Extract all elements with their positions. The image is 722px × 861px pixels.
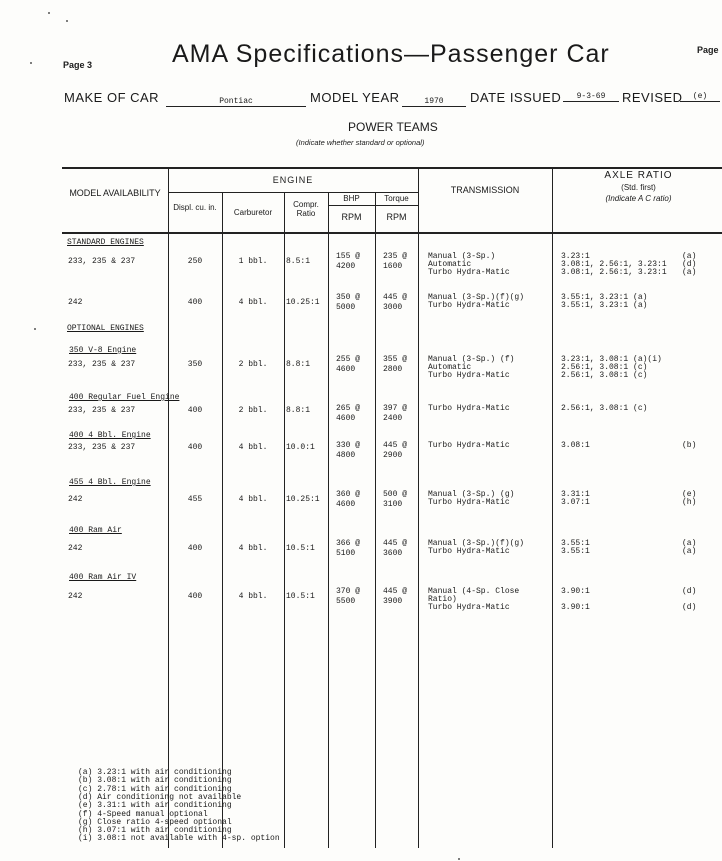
axle-ratio-cell: 3.08:1, 2.56:1, 3.23:1 [561, 260, 667, 269]
col-carb: Carburetor [233, 208, 273, 217]
transmission-cell: Turbo Hydra-Matic [428, 301, 510, 310]
page-number-left: Page 3 [63, 60, 93, 70]
axle-note-cell: (h) [682, 498, 697, 507]
bhp-rpm-cell: 4800 [336, 451, 356, 460]
bhp-cell: 155 @ [336, 252, 361, 261]
transmission-cell: Turbo Hydra-Matic [428, 371, 510, 380]
displacement-cell: 350 [187, 360, 203, 369]
transmission-cell: Turbo Hydra-Matic [428, 268, 510, 277]
axle-note-cell: (d) [682, 260, 697, 269]
torque-rpm-cell: 3000 [383, 303, 403, 312]
carburetor-cell: 2 bbl. [238, 360, 268, 369]
compression-cell: 8.5:1 [286, 257, 311, 266]
col-engine: ENGINE [272, 175, 314, 185]
engine-group-heading: 455 4 Bbl. Engine [69, 478, 151, 487]
engine-group-heading: 400 4 Bbl. Engine [69, 431, 151, 440]
col-divider [222, 192, 223, 848]
axle-note-cell: (a) [682, 539, 697, 548]
engine-group-heading: 400 Ram Air IV [69, 573, 137, 582]
model-cell: 233, 235 & 237 [68, 443, 136, 452]
bhp-rpm-cell: 4600 [336, 365, 356, 374]
axle-ratio-cell: 3.07:1 [561, 498, 590, 507]
transmission-cell: Manual (4-Sp. Close [428, 587, 520, 596]
scan-speck [30, 62, 32, 64]
bhp-rpm-cell: 5100 [336, 549, 356, 558]
model-cell: 233, 235 & 237 [68, 406, 136, 415]
engine-group-heading: 400 Regular Fuel Engine [69, 393, 180, 402]
model-cell: 242 [68, 298, 83, 307]
carburetor-cell: 4 bbl. [238, 443, 268, 452]
footnote: (f) 4-Speed manual optional [78, 809, 208, 819]
carburetor-cell: 2 bbl. [238, 406, 268, 415]
torque-rpm-cell: 2400 [383, 414, 403, 423]
col-divider [328, 192, 329, 848]
compression-cell: 10.25:1 [286, 495, 320, 504]
torque-rpm-cell: 2800 [383, 365, 403, 374]
torque-rpm-cell: 2900 [383, 451, 403, 460]
axle-ratio-cell: 3.90:1 [561, 603, 590, 612]
axle-ratio-cell: 3.55:1, 3.23:1 (a) [561, 293, 648, 302]
bhp-cell: 366 @ [336, 539, 361, 548]
bhp-rpm-cell: 4600 [336, 414, 356, 423]
section-title: POWER TEAMS [348, 120, 438, 134]
compression-cell: 10.0:1 [286, 443, 315, 452]
table-top-rule [62, 167, 722, 169]
model-cell: 233, 235 & 237 [68, 360, 136, 369]
col-divider [168, 168, 169, 848]
transmission-cell: Manual (3-Sp.)(f)(g) [428, 293, 525, 302]
axle-note-cell: (a) [682, 268, 697, 277]
col-model: MODEL AVAILABILITY [69, 188, 161, 198]
axle-ratio-cell: 3.90:1 [561, 587, 590, 596]
transmission-cell: Turbo Hydra-Matic [428, 404, 510, 413]
displacement-cell: 250 [187, 257, 203, 266]
scan-speck [34, 328, 36, 330]
torque-rpm-cell: 3600 [383, 549, 403, 558]
model-year-label: MODEL YEAR [310, 90, 400, 105]
col-torque: Torque [384, 194, 409, 203]
axle-note-cell: (b) [682, 441, 697, 450]
compression-cell: 10.25:1 [286, 298, 320, 307]
transmission-cell: Turbo Hydra-Matic [428, 547, 510, 556]
torque-cell: 500 @ [383, 490, 408, 499]
col-divider [284, 192, 285, 848]
transmission-cell: Turbo Hydra-Matic [428, 603, 510, 612]
axle-note-cell: (d) [682, 587, 697, 596]
carburetor-cell: 4 bbl. [238, 544, 268, 553]
axle-ratio-cell: 3.08:1, 2.56:1, 3.23:1 [561, 268, 667, 277]
compression-cell: 10.5:1 [286, 544, 315, 553]
torque-rpm-cell: 3900 [383, 597, 403, 606]
section-subtitle: (Indicate whether standard or optional) [296, 138, 425, 147]
axle-ratio-cell: 3.55:1 [561, 547, 590, 556]
transmission-cell: Manual (3-Sp.) (g) [428, 490, 515, 499]
col-axle: AXLE RATIO [604, 170, 673, 181]
transmission-cell: Automatic [428, 260, 472, 269]
axle-note-cell: (d) [682, 603, 697, 612]
date-issued-label: DATE ISSUED [470, 90, 562, 105]
col-divider [552, 168, 553, 848]
transmission-cell: Manual (3-Sp.)(f)(g) [428, 539, 525, 548]
carburetor-cell: 4 bbl. [238, 592, 268, 601]
torque-cell: 445 @ [383, 441, 408, 450]
footnote: (i) 3.08:1 not available with 4-sp. option [78, 834, 280, 844]
axle-note-cell: (a) [682, 547, 697, 556]
axle-ratio-cell: 2.56:1, 3.08:1 (c) [561, 404, 648, 413]
axle-note-cell: (e) [682, 490, 697, 499]
transmission-cell: Manual (3-Sp.) [428, 252, 496, 261]
axle-ratio-cell: 2.56:1, 3.08:1 (c) [561, 363, 648, 372]
model-cell: 242 [68, 544, 83, 553]
bhp-cell: 370 @ [336, 587, 361, 596]
carburetor-cell: 4 bbl. [238, 298, 268, 307]
displacement-cell: 455 [187, 495, 203, 504]
col-axle-sub2: (Indicate A C ratio) [605, 194, 672, 203]
model-cell: 242 [68, 592, 83, 601]
torque-rpm-cell: 3100 [383, 500, 403, 509]
carburetor-cell: 1 bbl. [238, 257, 268, 266]
col-rpm-bhp: RPM [341, 212, 362, 222]
transmission-cell: Ratio) [428, 595, 457, 604]
col-rpm-torque: RPM [386, 212, 407, 222]
torque-cell: 445 @ [383, 293, 408, 302]
col-axle-sub1: (Std. first) [621, 183, 656, 192]
footnote: (a) 3.23:1 with air conditioning [78, 768, 232, 777]
footnote: (e) 3.31:1 with air conditioning [78, 801, 232, 811]
scan-speck [48, 12, 50, 14]
torque-cell: 235 @ [383, 252, 408, 261]
axle-ratio-cell: 3.23:1, 3.08:1 (a)(i) [561, 355, 662, 364]
rpm-rule [328, 205, 418, 206]
transmission-cell: Turbo Hydra-Matic [428, 441, 510, 450]
engine-group-heading: 350 V-8 Engine [69, 346, 137, 355]
bhp-cell: 350 @ [336, 293, 361, 302]
model-cell: 233, 235 & 237 [68, 257, 136, 266]
make-label: MAKE OF CAR [64, 90, 160, 105]
col-divider [375, 192, 376, 848]
transmission-cell: Turbo Hydra-Matic [428, 498, 510, 507]
scan-speck [458, 858, 460, 860]
torque-rpm-cell: 1600 [383, 262, 403, 271]
bhp-rpm-cell: 4600 [336, 500, 356, 509]
carburetor-cell: 4 bbl. [238, 495, 268, 504]
col-compr: Compr. Ratio [293, 200, 319, 218]
compression-cell: 10.5:1 [286, 592, 315, 601]
transmission-cell: Automatic [428, 363, 472, 372]
axle-ratio-cell: 3.55:1 [561, 539, 590, 548]
torque-cell: 445 @ [383, 587, 408, 596]
scan-speck [66, 20, 68, 22]
displacement-cell: 400 [187, 592, 203, 601]
col-displ: Displ. cu. in. [173, 203, 217, 212]
page-title: AMA Specifications—Passenger Car [172, 40, 610, 68]
axle-ratio-cell: 3.08:1 [561, 441, 590, 450]
displacement-cell: 400 [187, 443, 203, 452]
section-heading: STANDARD ENGINES [67, 238, 144, 247]
bhp-cell: 330 @ [336, 441, 361, 450]
axle-ratio-cell: 3.31:1 [561, 490, 590, 499]
model-cell: 242 [68, 495, 83, 504]
engine-group-heading: 400 Ram Air [69, 526, 122, 535]
bhp-cell: 255 @ [336, 355, 361, 364]
section-heading: OPTIONAL ENGINES [67, 324, 144, 333]
footnote: (h) 3.07:1 with air conditioning [78, 826, 232, 836]
table-header-rule [62, 232, 722, 234]
footnote: (b) 3.08:1 with air conditioning [78, 776, 232, 786]
displacement-cell: 400 [187, 544, 203, 553]
bhp-rpm-cell: 5000 [336, 303, 356, 312]
model-year-value: 1970 [402, 97, 466, 107]
displacement-cell: 400 [187, 298, 203, 307]
col-bhp: BHP [343, 194, 360, 203]
bhp-rpm-cell: 4200 [336, 262, 356, 271]
footnote: (c) 2.78:1 with air conditioning [78, 784, 232, 794]
page-number-right: Page [697, 45, 719, 55]
displacement-cell: 400 [187, 406, 203, 415]
compression-cell: 8.8:1 [286, 406, 311, 415]
axle-ratio-cell: 3.55:1, 3.23:1 (a) [561, 301, 648, 310]
col-transmission: TRANSMISSION [450, 185, 520, 195]
revised-label: REVISED [622, 90, 683, 105]
torque-cell: 355 @ [383, 355, 408, 364]
compression-cell: 8.8:1 [286, 360, 311, 369]
torque-cell: 445 @ [383, 539, 408, 548]
engine-subrule [168, 192, 418, 193]
footnote: (d) Air conditioning not available [78, 792, 242, 802]
revised-value: (e) [680, 92, 720, 102]
col-divider [418, 168, 419, 848]
bhp-cell: 360 @ [336, 490, 361, 499]
date-issued-value: 9-3-69 [563, 92, 619, 102]
axle-ratio-cell: 3.23:1 [561, 252, 590, 261]
make-value: Pontiac [166, 97, 306, 107]
axle-ratio-cell: 2.56:1, 3.08:1 (c) [561, 371, 648, 380]
transmission-cell: Manual (3-Sp.) (f) [428, 355, 515, 364]
footnote: (g) Close ratio 4-speed optional [78, 817, 232, 827]
bhp-cell: 265 @ [336, 404, 361, 413]
torque-cell: 397 @ [383, 404, 408, 413]
axle-note-cell: (a) [682, 252, 697, 261]
bhp-rpm-cell: 5500 [336, 597, 356, 606]
